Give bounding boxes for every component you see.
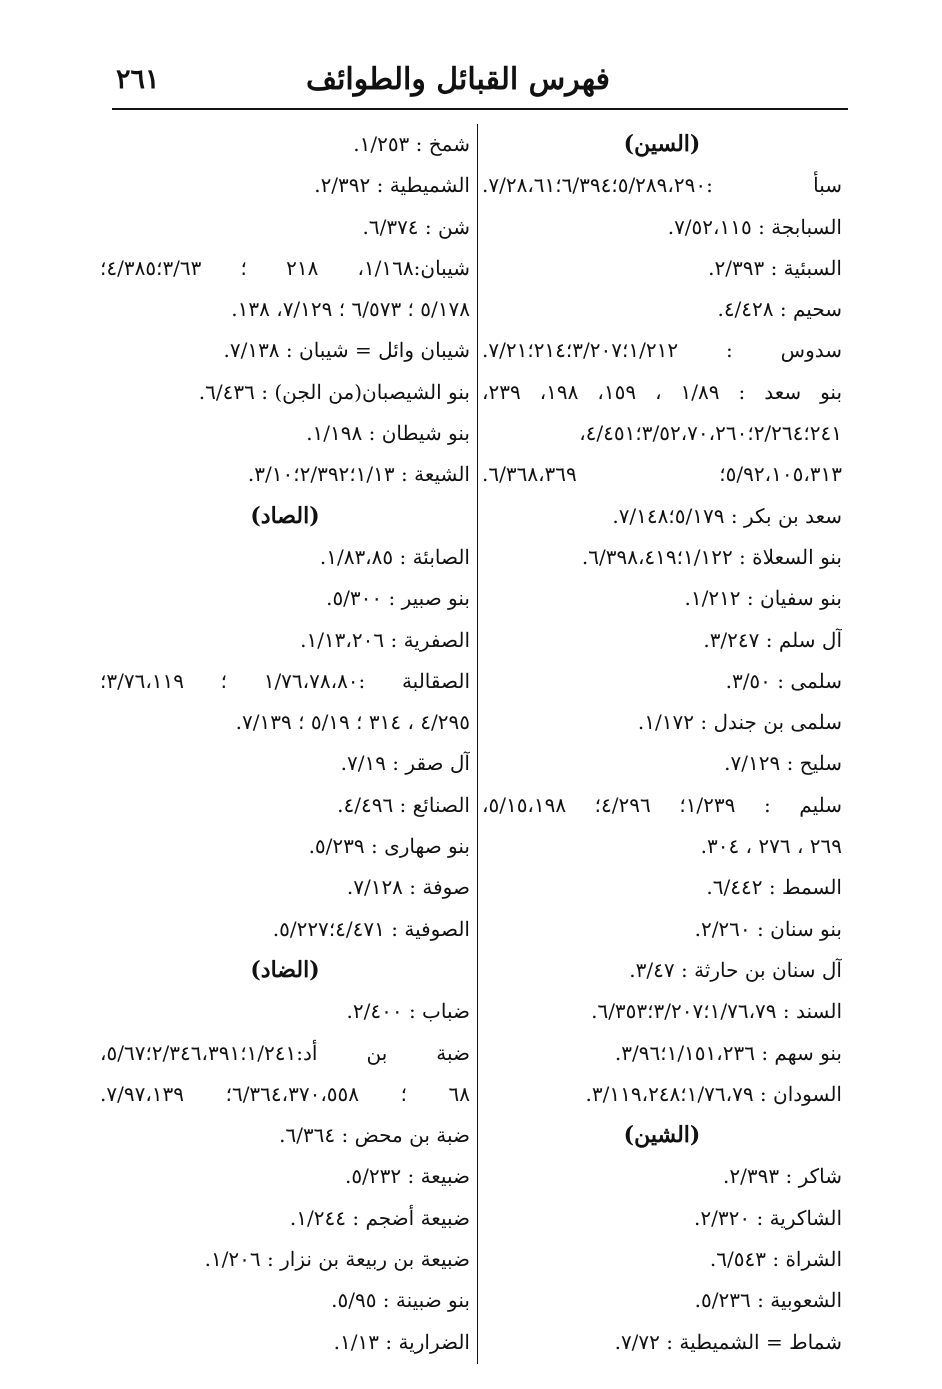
column-divider bbox=[477, 124, 478, 1364]
index-entry: ضبة بن أد:١/٢٤١؛٢/٣٤٦،٣٩١؛٥/٦٧، bbox=[100, 1040, 470, 1065]
index-entry: ٦٨ ؛ ٦/٣٦٤،٣٧٠،٥٥٨؛ ٧/٩٧،١٣٩. bbox=[100, 1081, 470, 1106]
index-entry: ضباب : ٢/٤٠٠. bbox=[346, 999, 470, 1024]
index-entry: الشاكرية : ٢/٣٢٠. bbox=[694, 1205, 842, 1230]
index-entry: بنو السعلاة : ١/١٢٢؛٦/٣٩٨،٤١٩. bbox=[581, 544, 842, 569]
index-entry: بنو الشيصبان(من الجن) : ٦/٤٣٦. bbox=[198, 379, 470, 404]
index-entry: الصقالبة :١/٧٦،٧٨،٨٠ ؛ ٣/٧٦،١١٩؛ bbox=[100, 668, 470, 693]
index-entry: بنو شيطان : ١/١٩٨. bbox=[306, 421, 470, 446]
index-entry: بنو صبير : ٥/٣٠٠. bbox=[326, 586, 470, 611]
index-column-left bbox=[100, 124, 470, 1364]
index-entry: سليم : ١/٢٣٩؛ ٤/٢٩٦؛ ٥/١٥،١٩٨، bbox=[482, 792, 842, 817]
page-header bbox=[112, 52, 848, 110]
index-entry: بنو ضبينة : ٥/٩٥. bbox=[331, 1288, 470, 1313]
index-entry: الشراة : ٦/٥٤٣. bbox=[709, 1247, 842, 1272]
index-entry: بنو سهم : ١/١٥١،٢٣٦؛٣/٩٦. bbox=[614, 1040, 842, 1065]
index-entry: بنو سفيان : ١/٢١٢. bbox=[684, 586, 842, 611]
index-entry: سليح : ٧/١٢٩. bbox=[724, 751, 842, 776]
index-entry: ضبيعة بن ربيعة بن نزار : ١/٢٠٦. bbox=[204, 1247, 470, 1272]
index-entry: ضبيعة : ٥/٢٣٢. bbox=[345, 1164, 470, 1189]
index-entry: السبئية : ٢/٣٩٣. bbox=[708, 255, 842, 280]
index-entry: سبأ :٥/٢٨٩،٢٩٠؛٦/٣٩٤؛٧/٢٨،٦١. bbox=[482, 173, 842, 198]
index-entry: الشعوبية : ٥/٢٣٦. bbox=[694, 1288, 842, 1313]
section-heading: (الضاد) bbox=[250, 956, 320, 983]
index-entry: الصابئة : ١/٨٣،٨٥. bbox=[319, 544, 470, 569]
index-entry: الشيعة : ١/١٣؛٢/٣٩٢؛٣/١٠. bbox=[247, 462, 470, 487]
index-entry: صوفة : ٧/١٢٨. bbox=[346, 875, 470, 900]
index-entry: آل سنان بن حارثة : ٣/٤٧. bbox=[629, 957, 842, 982]
index-entry: ٢٤١؛٢/٢٦٤؛٣/٥٢،٧٠،٢٦٠؛٤/٤٥١، bbox=[579, 421, 842, 446]
index-entry: ٤/٢٩٥ ، ٣١٤ ؛ ٥/١٩ ؛ ٧/١٣٩. bbox=[235, 710, 470, 735]
section-heading: (الشين) bbox=[623, 1122, 701, 1149]
index-entry: بنو سعد : ١/٨٩ ، ١٥٩، ١٩٨، ٢٣٩، bbox=[482, 379, 842, 404]
index-entry: السودان : ١/٧٦،٧٩؛٣/١١٩،٢٤٨. bbox=[585, 1081, 842, 1106]
index-entry: السبابجة : ٧/٥٢،١١٥. bbox=[667, 214, 842, 239]
index-entry: آل صقر : ٧/١٩. bbox=[340, 751, 470, 776]
index-entry: الصنائع : ٤/٤٩٦. bbox=[337, 792, 470, 817]
index-entry: سحيم : ٤/٤٢٨. bbox=[717, 297, 842, 322]
page-number: ٢٦١ bbox=[116, 64, 160, 95]
index-entry: الصفرية : ١/١٣،٢٠٦. bbox=[300, 627, 470, 652]
index-entry: شيبان:١/١٦٨، ٢١٨ ؛ ٣/٦٣؛٤/٣٨٥؛ bbox=[100, 255, 470, 280]
index-entry: شن : ٦/٣٧٤. bbox=[362, 214, 470, 239]
index-column-right bbox=[482, 124, 842, 1364]
index-entry: ٥/١٧٨ ؛ ٦/٥٧٣ ؛ ٧/١٢٩، ١٣٨. bbox=[231, 297, 470, 322]
index-entry: الشميطية : ٢/٣٩٢. bbox=[314, 173, 470, 198]
section-heading: (السين) bbox=[623, 131, 701, 157]
index-entry: ضبيعة أضجم : ١/٢٤٤. bbox=[289, 1205, 470, 1230]
index-entry: بنو صهارى : ٥/٢٣٩. bbox=[308, 834, 470, 859]
index-entry: شيبان وائل = شيبان : ٧/١٣٨. bbox=[223, 338, 470, 363]
index-entry: بنو سنان : ٢/٢٦٠. bbox=[694, 916, 842, 941]
index-entry: السند : ١/٧٦،٧٩؛٣/٢٠٧؛٦/٣٥٣. bbox=[591, 999, 842, 1024]
index-entry: شاكر : ٢/٣٩٣. bbox=[723, 1164, 842, 1189]
index-entry: السمط : ٦/٤٤٢. bbox=[706, 875, 842, 900]
index-entry: شمخ : ١/٢٥٣. bbox=[353, 132, 470, 156]
index-entry: سعد بن بكر : ٥/١٧٩؛٧/١٤٨. bbox=[612, 503, 842, 528]
index-entry: ضبة بن محض : ٦/٣٦٤. bbox=[279, 1123, 470, 1148]
section-heading: (الصاد) bbox=[250, 502, 320, 529]
index-entry: آل سلم : ٣/٢٤٧. bbox=[703, 627, 842, 652]
index-entry: الضرارية : ١/١٣. bbox=[333, 1329, 470, 1354]
index-entry: شماط = الشميطية : ٧/٧٢. bbox=[614, 1329, 842, 1354]
index-entry: ٥/٩٢،١٠٥،٣١٣؛ ٦/٣٦٨،٣٦٩. bbox=[482, 462, 842, 487]
page-title: فهرس القبائل والطوائف bbox=[306, 62, 610, 97]
index-entry: الصوفية : ٤/٤٧١؛٥/٢٢٧. bbox=[272, 916, 470, 941]
index-entry: سدوس : ١/٢١٢؛٣/٢٠٧؛٢١٤؛٧/٢١. bbox=[482, 338, 842, 363]
index-entry: ٢٦٩ ، ٢٧٦ ، ٣٠٤. bbox=[700, 834, 842, 859]
index-entry: سلمى : ٣/٥٠. bbox=[725, 668, 842, 693]
index-entry: سلمى بن جندل : ١/١٧٢. bbox=[637, 710, 842, 735]
